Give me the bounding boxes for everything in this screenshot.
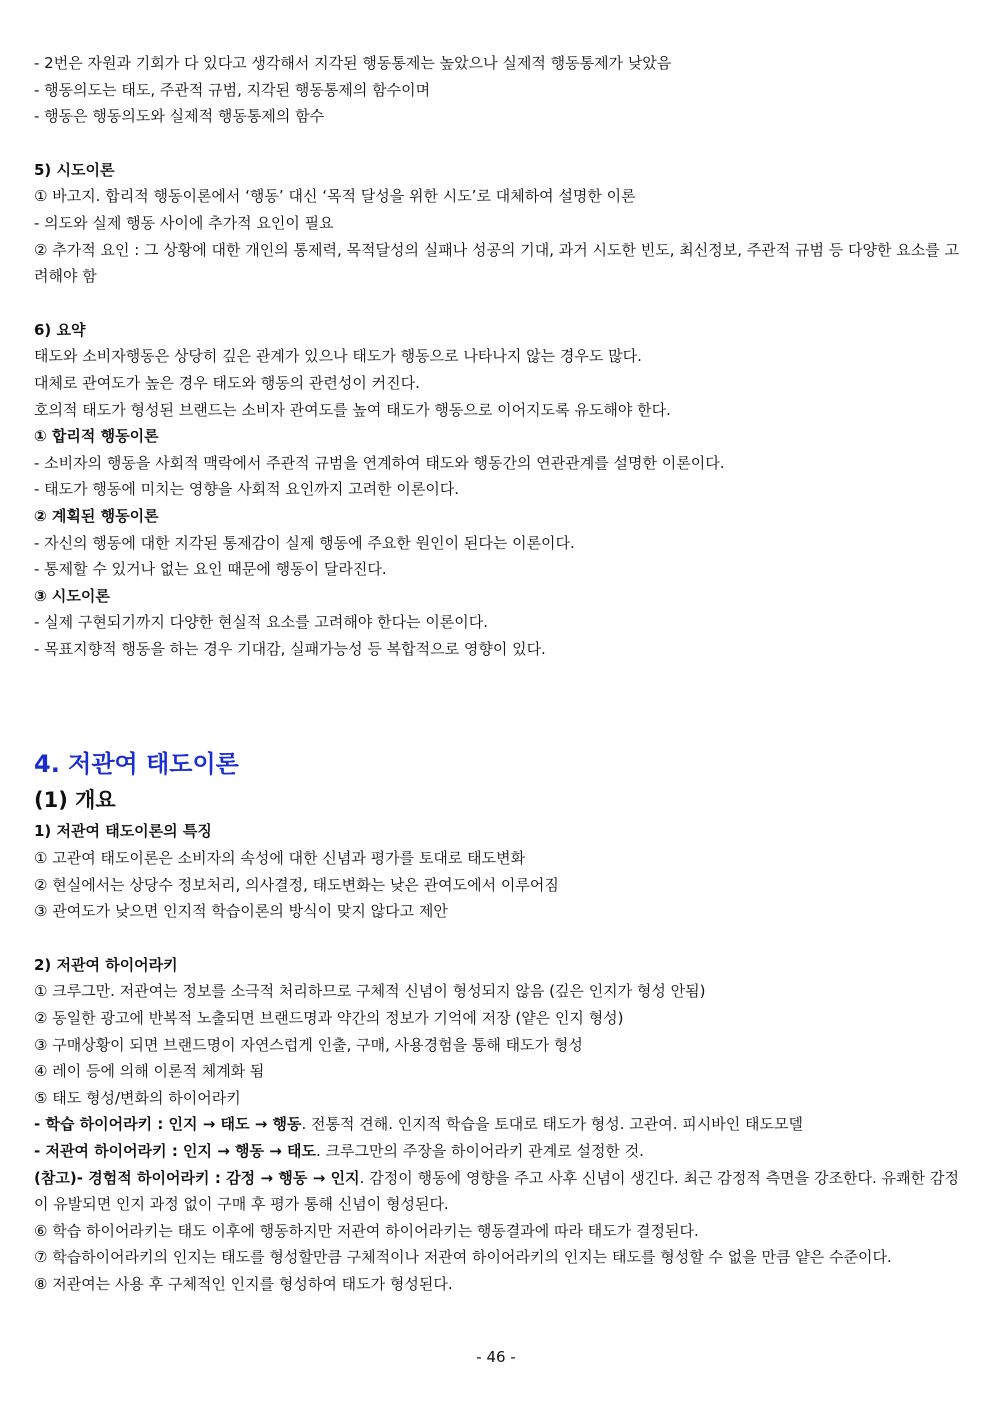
document-page bbox=[34, 50, 959, 1298]
text-line: 대체로 관여도가 높은 경우 태도와 행동의 관련성이 커진다. bbox=[34, 373, 420, 392]
subsection-title: (1) 개요 bbox=[34, 788, 116, 813]
text-line: - 행동의도는 태도, 주관적 규범, 지각된 행동통제의 함수이며 bbox=[34, 80, 431, 99]
text-line: - 의도와 실제 행동 사이에 추가적 요인이 필요 bbox=[34, 213, 334, 232]
summary-item-title: ③ 시도이론 bbox=[34, 586, 110, 605]
text-line: - 통제할 수 있거나 없는 요인 때문에 행동이 달라진다. bbox=[34, 560, 387, 579]
text-line: - 소비자의 행동을 사회적 맥락에서 주관적 규범을 연계하여 태도와 행동간의 연관관계를 설명한 이론이다. bbox=[34, 453, 725, 472]
learning-hierarchy-line bbox=[34, 1111, 959, 1138]
text-paragraph: ② 추가적 요인 : 그 상황에 대한 개인의 통제력, 목적달성의 실패나 성공의 기대, 과거 시도한 빈도, 최신정보, 주관적 규범 등 다양한 요소를 고려해야 함 bbox=[34, 240, 959, 286]
low-involvement-hierarchy-line bbox=[34, 1138, 959, 1165]
section-5-heading: 5) 시도이론 bbox=[34, 160, 115, 179]
learning-hierarchy-term: - 학습 하이어라키 : 인지 → 태도 → 행동 bbox=[34, 1115, 302, 1134]
text-line: ④ 레이 등에 의해 이론적 체계화 됨 bbox=[34, 1062, 265, 1081]
text-line: ③ 구매상황이 되면 브랜드명이 자연스럽게 인출, 구매, 사용경험을 통해 태도가 형성 bbox=[34, 1035, 583, 1054]
experiential-hierarchy-paragraph bbox=[34, 1165, 959, 1218]
text-line: ⑤ 태도 형성/변화의 하이어라키 bbox=[34, 1088, 241, 1107]
text-line: 호의적 태도가 형성된 브랜드는 소비자 관여도를 높여 태도가 행동으로 이어지도록 유도해야 한다. bbox=[34, 400, 671, 419]
section-4-title: 4. 저관여 태도이론 bbox=[34, 750, 239, 779]
text-line: - 목표지향적 행동을 하는 경우 기대감, 실패가능성 등 복합적으로 영향이 있다. bbox=[34, 639, 546, 658]
subheading-features: 1) 저관여 태도이론의 특징 bbox=[34, 822, 212, 841]
text-line: - 실제 구현되기까지 다양한 현실적 요소를 고려해야 한다는 이론이다. bbox=[34, 613, 489, 632]
text-line: ⑧ 저관여는 사용 후 구체적인 인지를 형성하여 태도가 형성된다. bbox=[34, 1274, 453, 1293]
text-line: - 행동은 행동의도와 실제적 행동통제의 함수 bbox=[34, 107, 325, 126]
text-line: 태도와 소비자행동은 상당히 깊은 관계가 있으나 태도가 행동으로 나타나지 않는 경우도 많다. bbox=[34, 347, 642, 366]
text-line: ⑥ 학습 하이어라키는 태도 이후에 행동하지만 저관여 하이어라키는 행동결과에 따라 태도가 결정된다. bbox=[34, 1221, 699, 1240]
experiential-hierarchy-term: (참고)- 경험적 하이어라키 : 감정 → 행동 → 인지 bbox=[34, 1168, 360, 1187]
low-involvement-hierarchy-desc: . 크루그만의 주장을 하이어라키 관계로 설정한 것. bbox=[316, 1142, 644, 1160]
subheading-hierarchy: 2) 저관여 하이어라키 bbox=[34, 955, 178, 974]
section-6-heading: 6) 요약 bbox=[34, 320, 86, 339]
text-line: - 2번은 자원과 기회가 다 있다고 생각해서 지각된 행동통제는 높았으나 실제적 행동통제가 낮았음 bbox=[34, 54, 672, 72]
learning-hierarchy-desc: . 전통적 견해. 인지적 학습을 토대로 태도가 형성. 고관여. 피시바인 태도모델 bbox=[301, 1115, 803, 1134]
text-line: ② 동일한 광고에 반복적 노출되면 브랜드명과 약간의 정보가 기억에 저장 (얕은 인지 형성) bbox=[34, 1009, 624, 1028]
text-line: ③ 관여도가 낮으면 인지적 학습이론의 방식이 맞지 않다고 제안 bbox=[34, 902, 448, 921]
text-line: - 자신의 행동에 대한 지각된 통제감이 실제 행동에 주요한 원인이 된다는 이론이다. bbox=[34, 533, 575, 552]
text-line: ② 현실에서는 상당수 정보처리, 의사결정, 태도변화는 낮은 관여도에서 이루어짐 bbox=[34, 875, 559, 894]
summary-item-title: ① 합리적 행동이론 bbox=[34, 427, 159, 446]
text-line: - 태도가 행동에 미치는 영향을 사회적 요인까지 고려한 이론이다. bbox=[34, 480, 460, 499]
low-involvement-hierarchy-term: - 저관여 하이어라키 : 인지 → 행동 → 태도 bbox=[34, 1142, 316, 1160]
text-paragraph: ⑦ 학습하이어라키의 인지는 태도를 형성할만큼 구체적이나 저관여 하이어라키의 인지는 태도를 형성할 수 없을 만큼 얕은 수준이다. bbox=[34, 1248, 892, 1267]
page-number: - 46 - bbox=[476, 1348, 516, 1366]
experiential-hierarchy-desc: . 감정이 행동에 영향을 주고 사후 신념이 생긴다. 최근 감정적 측면을 강조한다. 유쾌한 감정이 유발되면 인지 과정 없이 구매 후 평가 통해 신념이 형성된다. bbox=[34, 1168, 959, 1214]
summary-item-title: ② 계획된 행동이론 bbox=[34, 506, 159, 525]
text-line: ① 바고지. 합리적 행동이론에서 ‘행동’ 대신 ‘목적 달성을 위한 시도’로 대체하여 설명한 이론 bbox=[34, 187, 636, 206]
text-line: ① 고관여 태도이론은 소비자의 속성에 대한 신념과 평가를 토대로 태도변화 bbox=[34, 849, 526, 868]
text-line: ① 크루그만. 저관여는 정보를 소극적 처리하므로 구체적 신념이 형성되지 않음 (깊은 인지가 형성 안됨) bbox=[34, 982, 706, 1001]
